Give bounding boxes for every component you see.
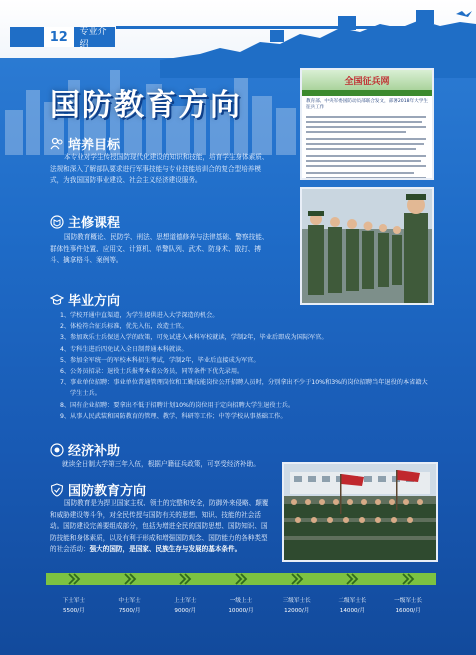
- salary-rank: 上士军士: [174, 598, 197, 604]
- list-item: 6、 公务员招录：退役士兵报考本省公务员，同等条件下优先录用。: [60, 368, 244, 376]
- goal-text: 本专业对学生传授国防现代化建设的知识和技能，培育学生身体素质、法规和深入了解部队要求进行军事技能与专业技能培训合的复合型培养模式，为我国国防事业建设、社会主义经济建设服务。: [50, 153, 269, 184]
- book-icon: [50, 215, 64, 229]
- salary-rank: 一级上士: [229, 598, 253, 604]
- subsidy-heading-text: 经济补助: [68, 444, 121, 459]
- goal-heading: [50, 134, 120, 153]
- courses-heading: [50, 212, 120, 231]
- direction-text: [50, 498, 274, 556]
- list-item: 9、 从事人民武装和国防教育的管理、教学、科研等工作；中等学校从事基础工作。: [60, 412, 287, 420]
- chevron-right-icon: [48, 572, 100, 586]
- list-item: 2、 体检符合征兵标准，优先入伍，改造士官。: [60, 323, 188, 331]
- page-number: 12: [44, 27, 74, 47]
- graduation-heading-text: 毕业方向: [68, 294, 121, 309]
- salary-rank: 一级军士长: [394, 598, 423, 604]
- salary-rank: 中士军士: [118, 598, 141, 604]
- news-website-photo: [300, 68, 434, 180]
- site-text-lines: [306, 114, 430, 180]
- direction-body: 国防教育是为捍卫国家主权、领土的完整和安全，防御外来侵略、颠覆和威胁建设等斗争，对全民传授与国防有关的思想、知识、技能的社会活动。国防建设完善要组成部分，包括为增进全民的国防思想、国防知识、国防技能和身体素质，以及有利于形成和增强国防观念、国防能力的各种类型的社会活动：: [50, 499, 269, 553]
- salary-step: [326, 572, 378, 614]
- chevron-right-icon: [159, 572, 211, 586]
- formation-illustration: [284, 464, 436, 560]
- salary-step: [271, 572, 323, 614]
- direction-heading-text: 国防教育方向: [68, 484, 147, 499]
- chevron-right-icon: [104, 572, 156, 586]
- salary-step: [159, 572, 211, 614]
- shield-icon: [50, 483, 64, 497]
- subsidy-text: 就读全日制大学第三年入伍，根据户籍征兵政策，可享受经济补助。: [62, 460, 260, 468]
- list-item: 4、 专科生进后四免试入全日制普通本科就读。: [60, 345, 188, 353]
- salary-pay: 7500/月: [118, 608, 141, 614]
- site-headline: 教育部、中央军委国防动员部联合发文，部署2018年大学生征兵工作: [306, 99, 428, 110]
- graduation-heading: [50, 290, 120, 309]
- salary-pay: 12000/月: [284, 608, 310, 614]
- page-header: [10, 27, 115, 50]
- salary-step: [104, 572, 156, 614]
- chevron-right-icon: [215, 572, 267, 586]
- people-icon: [50, 137, 64, 151]
- list-item: 3、 参加欢乐士兵保送入学的政策，可免试进入本科军校就读，学制2年，毕业后即成为国际军官。: [60, 334, 328, 342]
- salary-rank: 下士军士: [62, 598, 86, 604]
- soldiers-illustration: [302, 189, 432, 303]
- salary-pay: 16000/月: [395, 608, 421, 614]
- courses-heading-text: 主修课程: [68, 216, 121, 231]
- chevron-right-icon: [326, 572, 378, 586]
- section-name: 专业介绍: [79, 27, 107, 50]
- salary-pay: 5500/月: [62, 608, 85, 614]
- list-item: 8、 国有企业招聘：要拿出不低于招聘计划10%的岗位用于定向招聘大学生退役士兵。: [60, 401, 295, 409]
- header-stripe: [116, 26, 476, 29]
- formation-photo: [282, 462, 438, 562]
- salary-step: [48, 572, 100, 614]
- chevron-right-icon: [271, 572, 323, 586]
- goal-heading-text: 培养目标: [68, 138, 121, 153]
- graduation-cap-icon: [50, 293, 64, 307]
- graduation-list: [60, 310, 432, 422]
- direction-highlight: 强大的国防，是国家、民族生存与发展的基本条件。: [89, 545, 242, 553]
- salary-rank: 三级军士长: [282, 598, 311, 604]
- list-item: 1、 学校开通中直渠道，为学生提供进入大学深造的机会。: [60, 312, 219, 319]
- list-item: 7、 事业单位招聘：事业单位普通管理岗位和工勤技能岗位公开招聘人员时，分别拿出不少于10%和3%的岗位招聘当年退役的本省籍大学生士兵。: [60, 379, 428, 398]
- salary-step: [382, 572, 434, 614]
- list-item: 5、 参加全军统一的军校本科招生考试，学制2年，毕业后直接成为军官。: [60, 356, 260, 364]
- courses-text: 国防教育概论、民防学、刑法、思想道德修养与法律基础、警察技能、群体性事件处置、应用文、计算机、单警队列、武术、防身术、散打、搏斗、擒拿格斗、案例等。: [50, 233, 269, 264]
- salary-pay: 10000/月: [228, 608, 254, 614]
- salary-pay: 9000/月: [174, 608, 197, 614]
- chevron-right-icon: [382, 572, 434, 586]
- salary-rank: 二级军士长: [338, 598, 367, 604]
- direction-heading: [50, 480, 146, 499]
- page-title: 国防教育方向: [50, 88, 242, 123]
- coin-icon: [50, 443, 64, 457]
- salary-pay: 14000/月: [339, 608, 366, 614]
- soldiers-photo: [300, 187, 434, 305]
- salary-step: [215, 572, 267, 614]
- subsidy-heading: [50, 440, 120, 459]
- site-name: 全国征兵网: [344, 76, 390, 87]
